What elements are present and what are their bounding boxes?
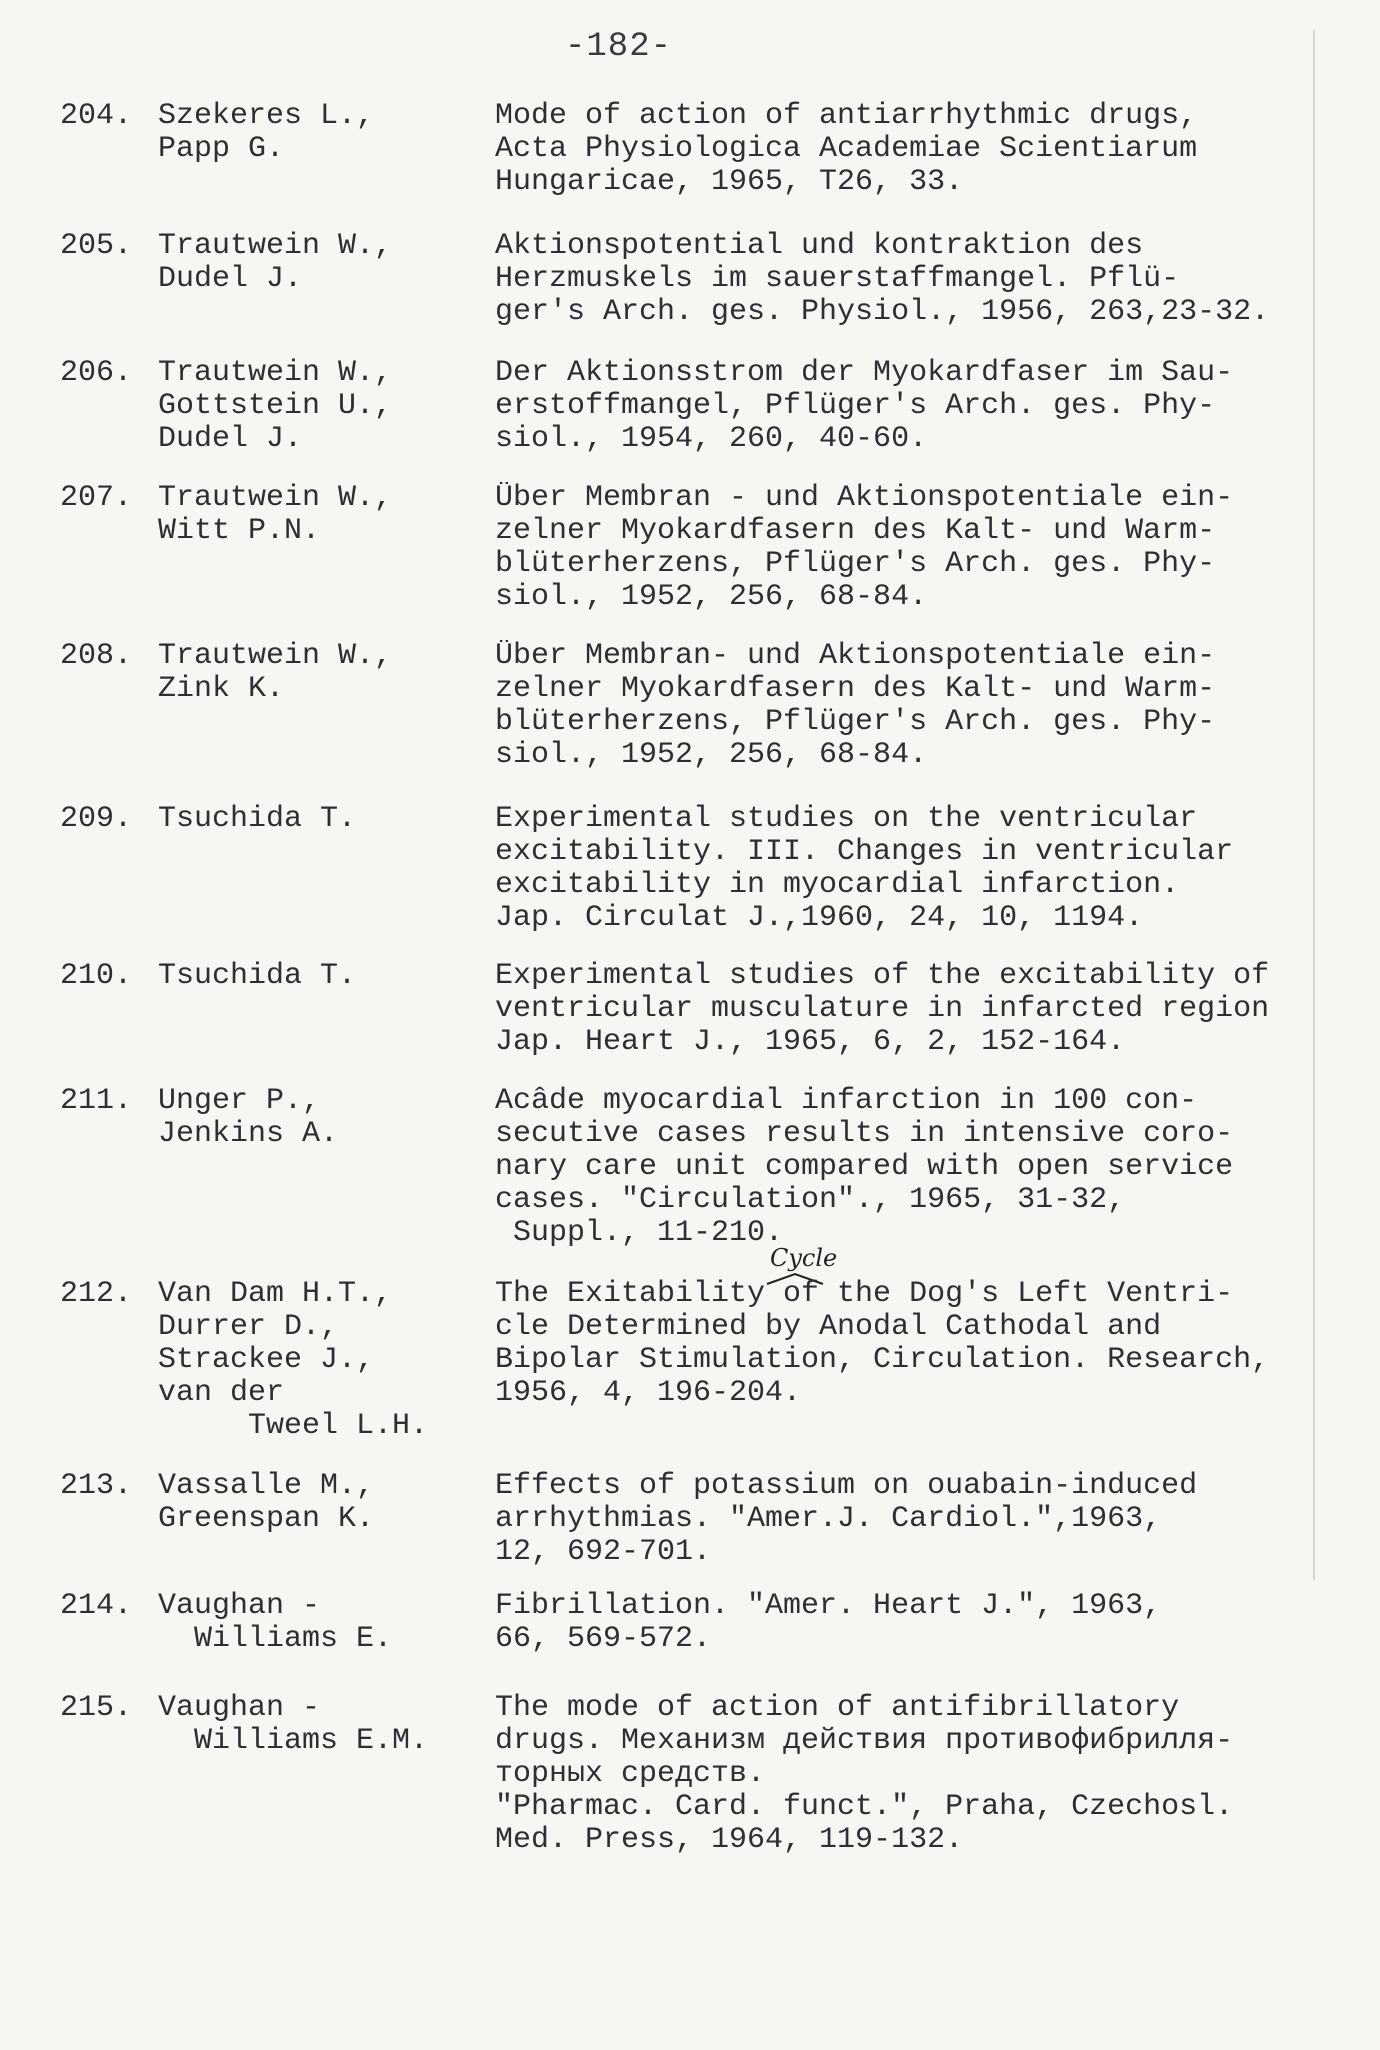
entry-citation: Über Membran- und Aktionspotentiale ein- zelner Myokardfasern des Kalt- und Warm- blüterherzens, Pflüger's Arch. ges. Phy- siol., 1952, 256, 68-84. [495,640,1216,772]
entry-number: 211. [60,1084,133,1118]
entry-authors: Trautwein W., Witt P.N. [158,481,393,548]
entry-citation: Effects of potassium on ouabain-induced arrhythmias. "Amer.J. Cardiol.",1963, 12, 692-701. [495,1470,1198,1569]
entry-citation: Experimental studies on the ventricular excitability. III. Changes in ventricular excitability in myocardial infarction. Jap. Circulat J.,1960, 24, 10, 1194. [495,803,1234,935]
entry-authors: Trautwein W., Gottstein U., Dudel J. [158,356,393,456]
entry-number: 213. [60,1469,133,1503]
entry-authors: Vaughan - Williams E. [158,1589,393,1656]
entry-citation: Aktionspotential und kontraktion des Herzmuskels im sauerstaffmangel. Pflü- ger's Arch. ges. Physiol., 1956, 263,23-32. [495,230,1270,329]
entry-citation: Acâde myocardial infarction in 100 con- secutive cases results in intensive coro- nary care unit compared with open service cases. "Circulation"., 1965, 31-32, Suppl., 11-210. [495,1085,1234,1250]
handwritten-note: Cycle [770,1244,838,1272]
entry-authors: Tsuchida T. [158,802,357,836]
entry-number: 208. [60,639,133,673]
entry-number: 206. [60,356,133,390]
entry-number: 205. [60,229,133,263]
entry-citation: Fibrillation. "Amer. Heart J.", 1963, 66, 569-572. [495,1590,1162,1656]
entry-authors: Vaughan - Williams E.M. [158,1691,429,1758]
entry-authors: Trautwein W., Zink K. [158,639,393,706]
entry-number: 209. [60,802,133,836]
entry-citation: The mode of action of antifibrillatory drugs. Механизм действия противофибрилля- торных средств. "Pharmac. Card. funct.", Praha, Czechosl. Med. Press, 1964, 119-132. [495,1692,1234,1857]
entry-citation: Mode of action of antiarrhythmic drugs, Acta Physiologica Academiae Scientiarum Hungaricae, 1965, T26, 33. [495,100,1198,199]
entry-authors: Vassalle M., Greenspan K. [158,1469,375,1536]
page-number: -182- [565,28,673,66]
entry-authors: Unger P., Jenkins A. [158,1084,339,1151]
entry-number: 214. [60,1589,133,1623]
entry-number: 210. [60,959,133,993]
entry-citation: Der Aktionsstrom der Myokardfaser im Sau- erstoffmangel, Pflüger's Arch. ges. Phy- siol., 1954, 260, 40-60. [495,357,1234,456]
entry-authors: Van Dam H.T., Durrer D., Strackee J., van der Tweel L.H. [158,1277,429,1443]
entry-number: 207. [60,481,133,515]
entry-number: 212. [60,1277,133,1311]
entry-number: 204. [60,99,133,133]
entry-citation: The Exitability of the Dog's Left Ventri- cle Determined by Anodal Cathodal and Bipolar Stimulation, Circulation. Research, 1956, 4, 196-204. [495,1278,1270,1410]
entry-authors: Szekeres L., Papp G. [158,99,375,166]
entry-citation: Experimental studies of the excitability of ventricular musculature in infarcted region Jap. Heart J., 1965, 6, 2, 152-164. [495,960,1270,1059]
entry-authors: Tsuchida T. [158,959,357,993]
entry-number: 215. [60,1691,133,1725]
entry-authors: Trautwein W., Dudel J. [158,229,393,296]
entry-citation: Über Membran - und Aktionspotentiale ein- zelner Myokardfasern des Kalt- und Warm- blüterherzens, Pflüger's Arch. ges. Phy- siol., 1952, 256, 68-84. [495,482,1234,614]
